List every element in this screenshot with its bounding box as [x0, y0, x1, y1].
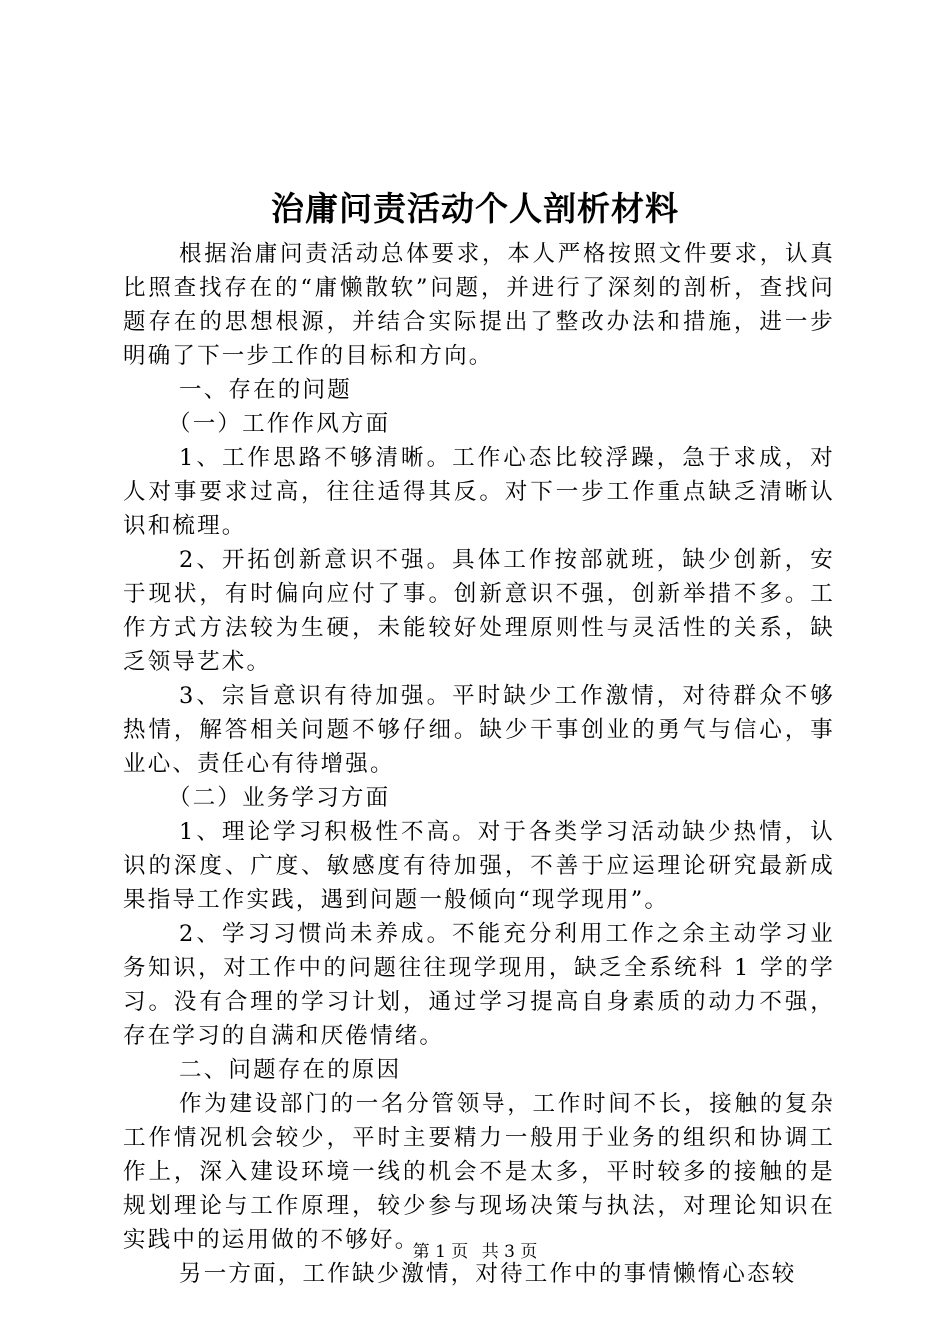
document-body	[123, 237, 835, 1291]
subsection-heading-study: （二）业务学习方面	[168, 785, 391, 811]
page-footer	[0, 1240, 950, 1264]
paragraph-cause-role: 作为建设部门的一名分管领导，工作时间不长，接触的复杂工作情况机会较少，平时主要精力一般用于业务的组织和协调工作上，深入建设环境一线的机会不是太多，平时较多的接触的是规划理论与工作原理，较少参与现场决策与执法，对理论知识在实践中的运用做的不够好。	[123, 1091, 835, 1253]
document-title: 治庸问责活动个人剖析材料	[271, 189, 679, 228]
paragraph-innovation: 2、开拓创新意识不强。具体工作按部就班，缺少创新，安于现状，有时偏向应付了事。创新意识不强，创新举措不多。工作方式方法较为生硬，未能较好处理原则性与灵活性的关系，缺乏领导艺术。	[123, 547, 835, 675]
paragraph-theory-study: 1、理论学习积极性不高。对于各类学习活动缺少热情，认识的深度、广度、敏感度有待加强，不善于应运理论研究最新成果指导工作实践，遇到问题一般倾向“现学现用”。	[123, 819, 835, 913]
intro-paragraph: 根据治庸问责活动总体要求，本人严格按照文件要求，认真比照查找存在的“庸懒散软”问题，并进行了深刻的剖析，查找问题存在的思想根源，并结合实际提出了整改办法和措施，进一步明确了下一步工作的目标和方向。	[123, 241, 835, 369]
page-total: 共 3 页	[481, 1242, 538, 1262]
paragraph-work-thinking: 1、工作思路不够清晰。工作心态比较浮躁，急于求成，对人对事要求过高，往往适得其反。对下一步工作重点缺乏清晰认识和梳理。	[123, 445, 835, 539]
paragraph-cause-attitude: 另一方面，工作缺少激情，对待工作中的事情懒惰心态较	[179, 1261, 797, 1287]
section-heading-problems: 一、存在的问题	[179, 377, 352, 403]
paragraph-purpose: 3、宗旨意识有待加强。平时缺少工作激情，对待群众不够热情，解答相关问题不够仔细。缺少干事创业的勇气与信心，事业心、责任心有待增强。	[123, 683, 835, 777]
subsection-heading-work-style: （一）工作作风方面	[168, 411, 391, 437]
section-heading-causes: 二、问题存在的原因	[179, 1057, 402, 1083]
page-number: 第 1 页	[412, 1242, 469, 1262]
paragraph-study-habits: 2、学习习惯尚未养成。不能充分利用工作之余主动学习业务知识，对工作中的问题往往现学现用，缺乏全系统科 1 学的学习。没有合理的学习计划，通过学习提高自身素质的动力不强，存在学习的自满和厌倦情绪。	[123, 921, 835, 1049]
